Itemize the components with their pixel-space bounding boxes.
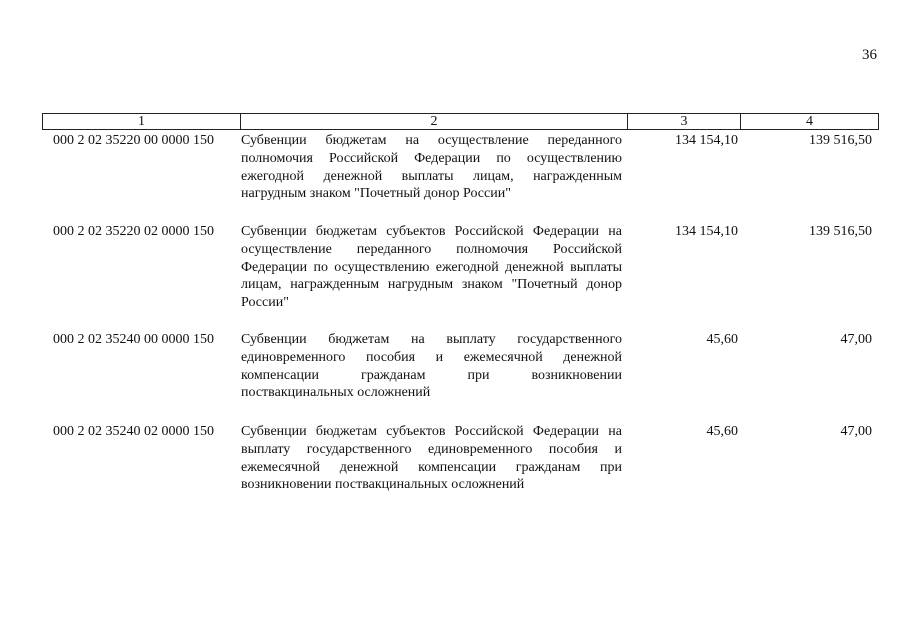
- row-description: Субвенции бюджетам на осуществление переданного полномочия Российской Федерации по осуществлению ежегодной денежной выплаты лицам, награжденным нагрудным знаком "Почетный донор России": [241, 133, 622, 202]
- value-column-3: 45,60: [706, 424, 738, 439]
- budget-code: 000 2 02 35220 00 0000 150: [53, 133, 214, 148]
- column-header-row: [43, 114, 879, 130]
- row-description: Субвенции бюджетам субъектов Российской Федерации на осуществление переданного полномочия Российской Федерации по осуществлению ежегодной денежной выплаты лицам, награжденным нагрудным знаком "Почетный донор России": [241, 224, 622, 311]
- row-description: Субвенции бюджетам субъектов Российской Федерации на выплату государственного единовременного пособия и ежемесячной денежной компенсации гражданам при возникновении поствакцинальных осложнений: [241, 424, 622, 493]
- value-column-3: 134 154,10: [675, 133, 738, 148]
- column-header-2: 2: [241, 114, 628, 130]
- budget-code: 000 2 02 35240 02 0000 150: [53, 424, 214, 439]
- column-header-1: 1: [43, 114, 241, 130]
- budget-code: 000 2 02 35220 02 0000 150: [53, 224, 214, 239]
- value-column-4: 139 516,50: [809, 133, 872, 148]
- column-header-3: 3: [628, 114, 741, 130]
- row-description: Субвенции бюджетам на выплату государственного единовременного пособия и ежемесячной денежной компенсации гражданам при возникновении поствакцинальных осложнений: [241, 332, 622, 401]
- value-column-4: 47,00: [840, 332, 872, 347]
- budget-code: 000 2 02 35240 00 0000 150: [53, 332, 214, 347]
- column-header-table: [42, 113, 879, 130]
- page-number: 36: [862, 47, 877, 63]
- column-header-4: 4: [741, 114, 879, 130]
- value-column-4: 47,00: [840, 424, 872, 439]
- value-column-4: 139 516,50: [809, 224, 872, 239]
- value-column-3: 134 154,10: [675, 224, 738, 239]
- value-column-3: 45,60: [706, 332, 738, 347]
